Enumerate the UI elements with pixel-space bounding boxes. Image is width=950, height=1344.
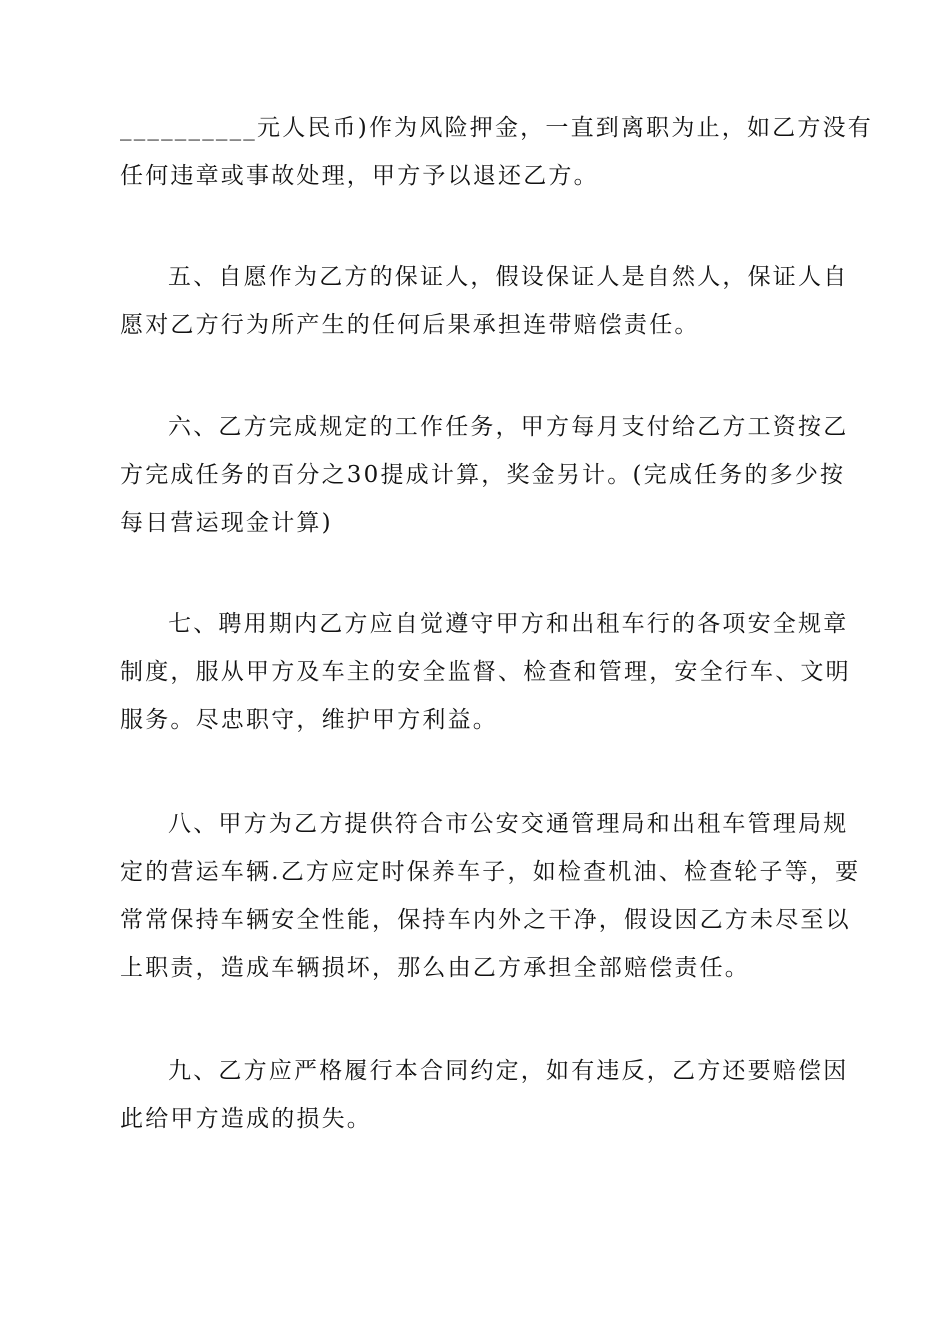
paragraph-line: 六、乙方完成规定的工作任务，甲方每月支付给乙方工资按乙 <box>168 414 849 440</box>
paragraph-line: 方完成任务的百分之30提成计算，奖金另计。(完成任务的多少按 <box>120 462 846 488</box>
paragraph-line: 八、甲方为乙方提供符合市公安交通管理局和出租车管理局规 <box>168 811 849 837</box>
paragraph-clause-9 <box>120 1047 849 1143</box>
paragraph-line: 任何违章或事故处理，甲方予以退还乙方。 <box>120 163 599 189</box>
paragraph-clause-5 <box>120 253 849 349</box>
paragraph-line: 此给甲方造成的损失。 <box>120 1106 372 1132</box>
paragraph-line: __________元人民币)作为风险押金，一直到离职为止，如乙方没有 <box>120 115 873 141</box>
paragraph-clause-8 <box>120 800 861 992</box>
paragraph-line: 定的营运车辆.乙方应定时保养车子，如检查机油、检查轮子等，要 <box>120 859 861 885</box>
paragraph-line: 服务。尽忠职守，维护甲方利益。 <box>120 707 498 733</box>
paragraph-line: 制度，服从甲方及车主的安全监督、检查和管理，安全行车、文明 <box>120 659 851 685</box>
paragraph-clause-7 <box>120 600 851 744</box>
paragraph-line: 上职责，造成车辆损坏，那么由乙方承担全部赔偿责任。 <box>120 955 750 981</box>
paragraph-line: 愿对乙方行为所产生的任何后果承担连带赔偿责任。 <box>120 312 700 338</box>
paragraph-line: 常常保持车辆安全性能，保持车内外之干净，假设因乙方未尽至以 <box>120 907 851 933</box>
paragraph-deposit-continuation <box>120 104 873 200</box>
paragraph-line: 七、聘用期内乙方应自觉遵守甲方和出租车行的各项安全规章 <box>168 611 849 637</box>
paragraph-clause-6 <box>120 403 849 547</box>
paragraph-line: 五、自愿作为乙方的保证人，假设保证人是自然人，保证人自 <box>168 264 849 290</box>
paragraph-line: 九、乙方应严格履行本合同约定，如有违反，乙方还要赔偿因 <box>168 1058 849 1084</box>
paragraph-line: 每日营运现金计算) <box>120 510 333 536</box>
